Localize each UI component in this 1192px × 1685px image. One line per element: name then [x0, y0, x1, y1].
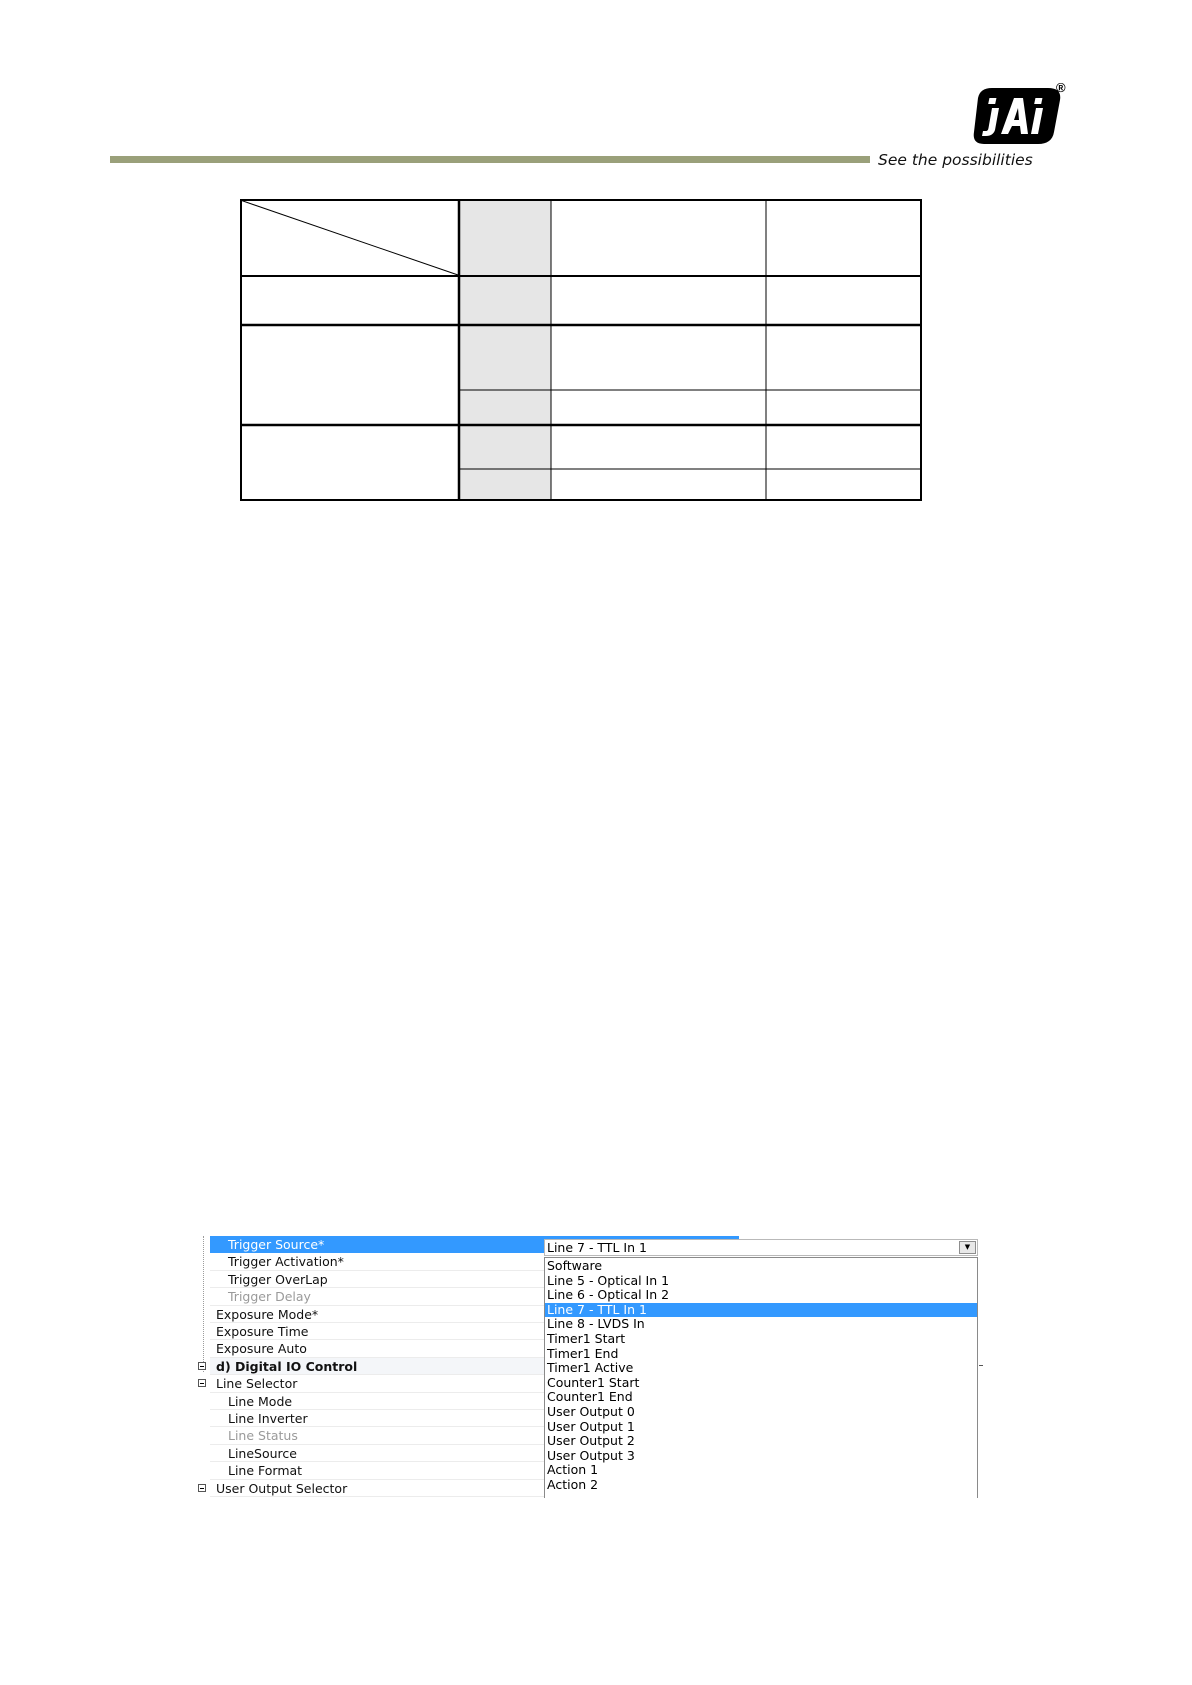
- dropdown-option[interactable]: Timer1 Start: [547, 1331, 626, 1346]
- tree-row-label: Trigger Activation*: [228, 1254, 344, 1270]
- tree-row-label: Line Status: [228, 1428, 298, 1444]
- spec-table: [240, 199, 922, 502]
- tree-row-label: Line Inverter: [228, 1411, 308, 1426]
- dropdown-option[interactable]: Timer1 End: [547, 1345, 619, 1361]
- tagline: See the possibilities: [878, 151, 1033, 169]
- chevron-down-icon[interactable]: ▼: [959, 1241, 976, 1254]
- tree-row-label: Trigger Source*: [228, 1237, 325, 1252]
- tree-row-label: Line Mode: [228, 1393, 293, 1409]
- tree-row-label: LineSource: [228, 1445, 297, 1461]
- dropdown-option[interactable]: Software: [547, 1258, 603, 1273]
- dropdown-option[interactable]: User Output 0: [547, 1404, 635, 1419]
- trigger-source-dropdown: [544, 1257, 978, 1498]
- tree-row-label: d) Digital IO Control: [216, 1358, 358, 1374]
- dropdown-option[interactable]: Counter1 Start: [547, 1374, 640, 1390]
- dropdown-option[interactable]: Action 2: [547, 1477, 599, 1492]
- tree-row-label: Line Selector: [216, 1376, 298, 1392]
- header-rule: [110, 156, 870, 163]
- collapse-icon[interactable]: [198, 1362, 206, 1370]
- trigger-source-combo[interactable]: [544, 1239, 978, 1256]
- dropdown-option[interactable]: Action 1: [547, 1462, 599, 1478]
- dropdown-option[interactable]: Line 6 - Optical In 2: [547, 1287, 670, 1303]
- collapse-icon[interactable]: [198, 1379, 206, 1387]
- tree-row-label: Exposure Mode*: [216, 1306, 319, 1322]
- dropdown-option[interactable]: Line 5 - Optical In 1: [547, 1272, 670, 1288]
- dropdown-option[interactable]: Line 7 - TTL In 1: [545, 1303, 977, 1318]
- dropdown-option[interactable]: Line 8 - LVDS In: [547, 1316, 645, 1332]
- dropdown-option[interactable]: Counter1 End: [547, 1389, 633, 1405]
- camera-control-panel: [196, 1236, 982, 1498]
- jai-logo: [970, 80, 1070, 146]
- registered-mark: ®: [1056, 80, 1066, 95]
- dropdown-option[interactable]: Timer1 Active: [547, 1360, 634, 1376]
- tree-row-label: Trigger Delay: [228, 1289, 311, 1305]
- scrollbar-tick: [979, 1365, 983, 1366]
- tree-row-label: Line Format: [228, 1463, 303, 1479]
- combo-value: Line 7 - TTL In 1: [547, 1240, 647, 1255]
- dropdown-option[interactable]: User Output 1: [547, 1418, 635, 1434]
- dropdown-option[interactable]: User Output 3: [547, 1447, 635, 1463]
- tree-row-label: User Output Selector: [216, 1480, 348, 1496]
- collapse-icon[interactable]: [198, 1484, 206, 1492]
- dropdown-option[interactable]: User Output 2: [547, 1433, 635, 1449]
- tree-row-label: Exposure Time: [216, 1324, 309, 1339]
- tree-row-label: Trigger OverLap: [228, 1271, 328, 1287]
- tree-row-label: Exposure Auto: [216, 1341, 307, 1357]
